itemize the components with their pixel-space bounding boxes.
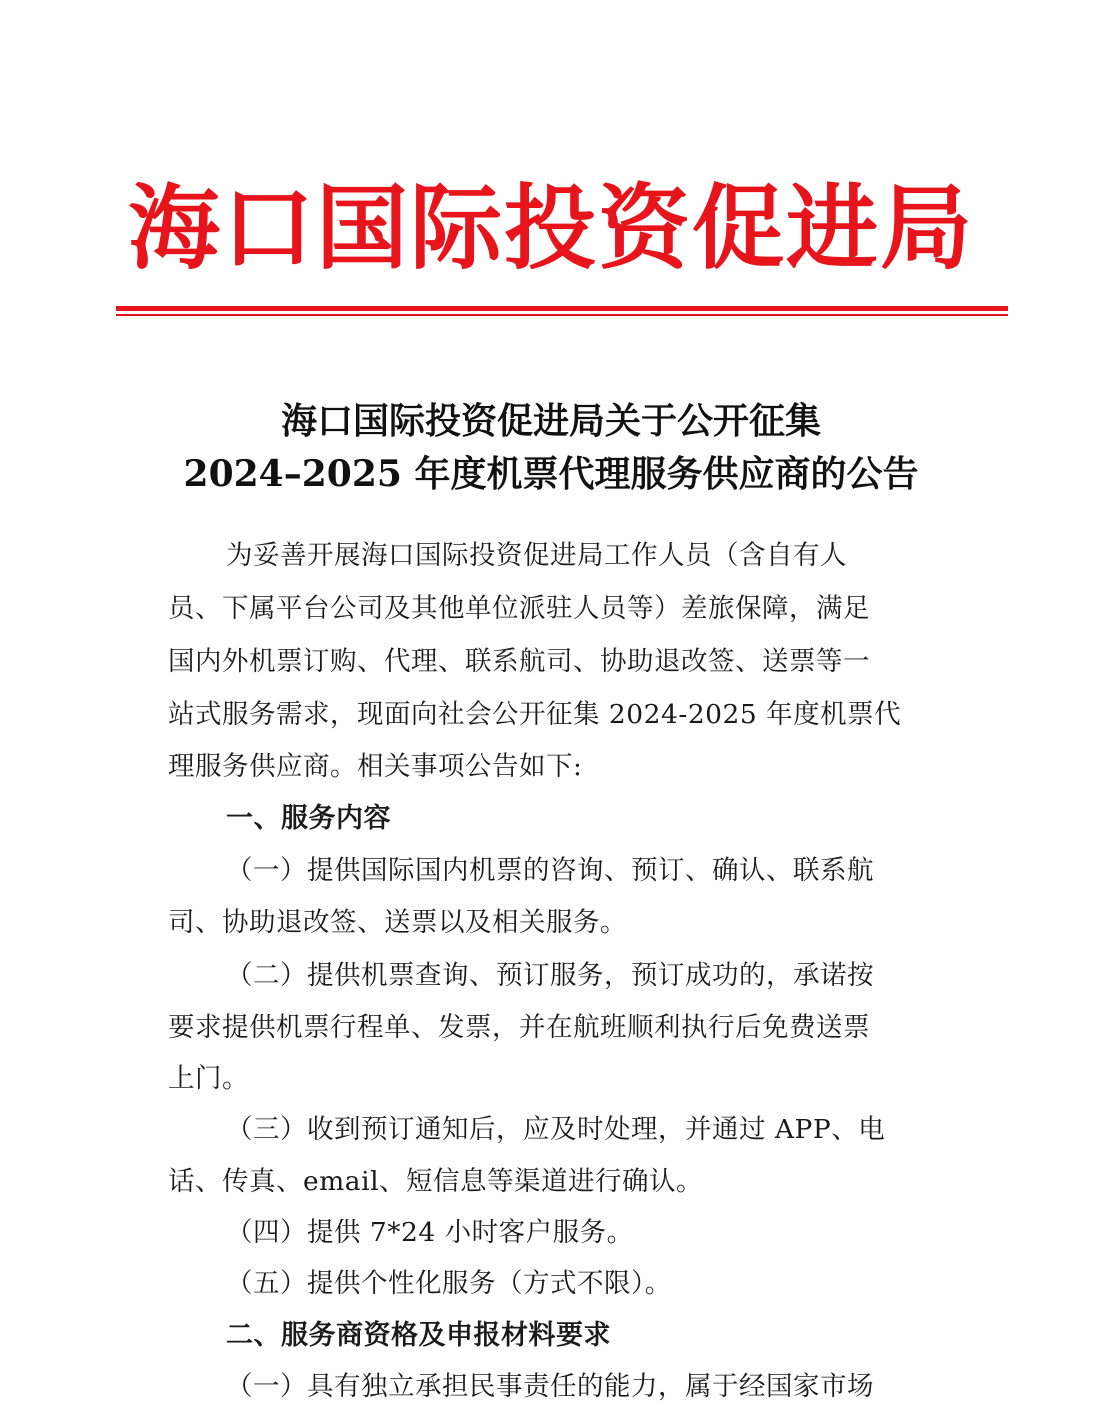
section-item-line: （一）具有独立承担民事责任的能力，属于经国家市场 xyxy=(226,1371,874,1402)
intro-line: 国内外机票订购、代理、联系航司、协助退改签、送票等一 xyxy=(168,646,870,677)
section-item-line: （三）收到预订通知后，应及时处理，并通过 APP、电 xyxy=(226,1114,886,1145)
section-item-line: （五）提供个性化服务（方式不限）。 xyxy=(226,1268,672,1299)
section-item-line: 上门。 xyxy=(168,1063,249,1094)
section-item-line: （四）提供 7*24 小时客户服务。 xyxy=(226,1217,634,1248)
section-item-line: 司、协助退改签、送票以及相关服务。 xyxy=(168,907,627,938)
section-item-line: （二）提供机票查询、预订服务，预订成功的，承诺按 xyxy=(226,960,874,991)
document-title-line-1: 海口国际投资促进局关于公开征集 xyxy=(280,400,821,442)
section-item-line: （一）提供国际国内机票的咨询、预订、确认、联系航 xyxy=(226,855,874,886)
intro-line: 站式服务需求，现面向社会公开征集 2024-2025 年度机票代 xyxy=(168,699,902,730)
section-item-line: 话、传真、email、短信息等渠道进行确认。 xyxy=(168,1166,704,1197)
masthead-org-name: 海口国际投资促进局 xyxy=(127,174,974,282)
intro-line: 员、下属平台公司及其他单位派驻人员等）差旅保障，满足 xyxy=(168,593,870,624)
section-heading: 二、服务商资格及申报材料要求 xyxy=(226,1320,611,1351)
intro-line: 理服务供应商。相关事项公告如下: xyxy=(168,751,583,782)
document-title-line-2: 2024–2025 年度机票代理服务供应商的公告 xyxy=(183,453,919,495)
masthead-red-rule-thick xyxy=(116,306,1008,311)
section-heading: 一、服务内容 xyxy=(226,803,391,834)
section-item-line: 要求提供机票行程单、发票，并在航班顺利执行后免费送票 xyxy=(168,1012,870,1043)
intro-line: 为妥善开展海口国际投资促进局工作人员（含自有人 xyxy=(226,540,847,571)
masthead-red-rule-thin xyxy=(116,314,1008,316)
